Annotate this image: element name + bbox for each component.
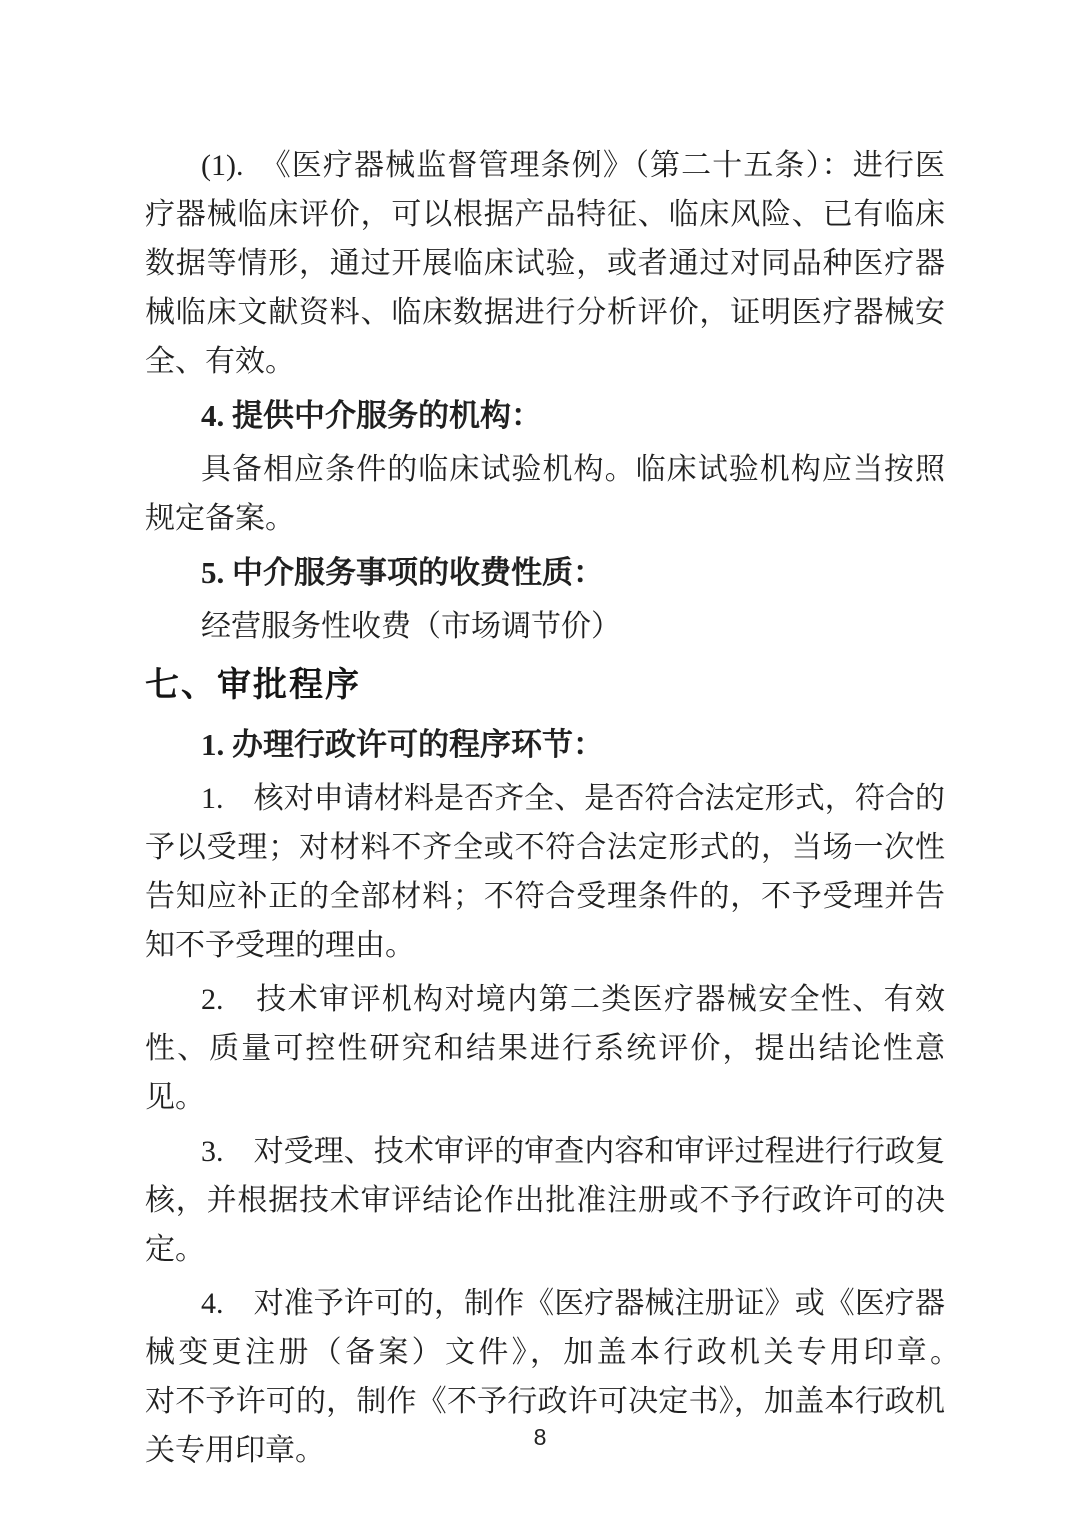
paragraph-agency-requirement: 具备相应条件的临床试验机构。临床试验机构应当按照规定备案。 [145, 453, 945, 535]
paragraph-step-1-acceptance: 1. 核对申请材料是否齐全、是否符合法定形式，符合的予以受理；对材料不齐全或不符合法定形式的，当场一次性告知应补正的全部材料；不符合受理条件的，不予受理并告知不予受理的理由。 [145, 782, 945, 962]
paragraph-step-4-certificate-issuance: 4. 对准予许可的，制作《医疗器械注册证》或《医疗器械变更注册（备案）文件》，加盖本行政机关专用印章。 对不予许可的，制作《不予行政许可决定书》，加盖本行政机关专用印章。 [145, 1287, 1005, 1467]
subheading-procedure-steps: 1. 办理行政许可的程序环节： [201, 727, 604, 762]
paragraph-regulation-clause: (1). 《医疗器械监督管理条例》（第二十五条）：进行医疗器械临床评价，可以根据产品特征、临床风险、已有临床数据等情形，通过开展临床试验，或者通过对同品种医疗器械临床文献资料、临床数据进行分析评价，证明医疗器械安全、有效。 [145, 149, 945, 378]
paragraph-fee-type: 经营服务性收费（市场调节价） [201, 610, 621, 643]
section-heading-approval-procedure: 七、审批程序 [145, 666, 361, 704]
subheading-intermediary-agency: 4. 提供中介服务的机构： [201, 398, 542, 433]
paragraph-step-2-technical-review: 2. 技术审评机构对境内第二类医疗器械安全性、有效性、质量可控性研究和结果进行系统评价，提出结论性意见。 [145, 983, 945, 1114]
page-number: 8 [533, 1424, 547, 1450]
document-body [145, 141, 1005, 1475]
paragraph-step-3-administrative-check: 3. 对受理、技术审评的审查内容和审评过程进行行政复核，并根据技术审评结论作出批准注册或不予行政许可的决定。 [145, 1135, 945, 1266]
subheading-fee-nature: 5. 中介服务事项的收费性质： [201, 555, 604, 590]
